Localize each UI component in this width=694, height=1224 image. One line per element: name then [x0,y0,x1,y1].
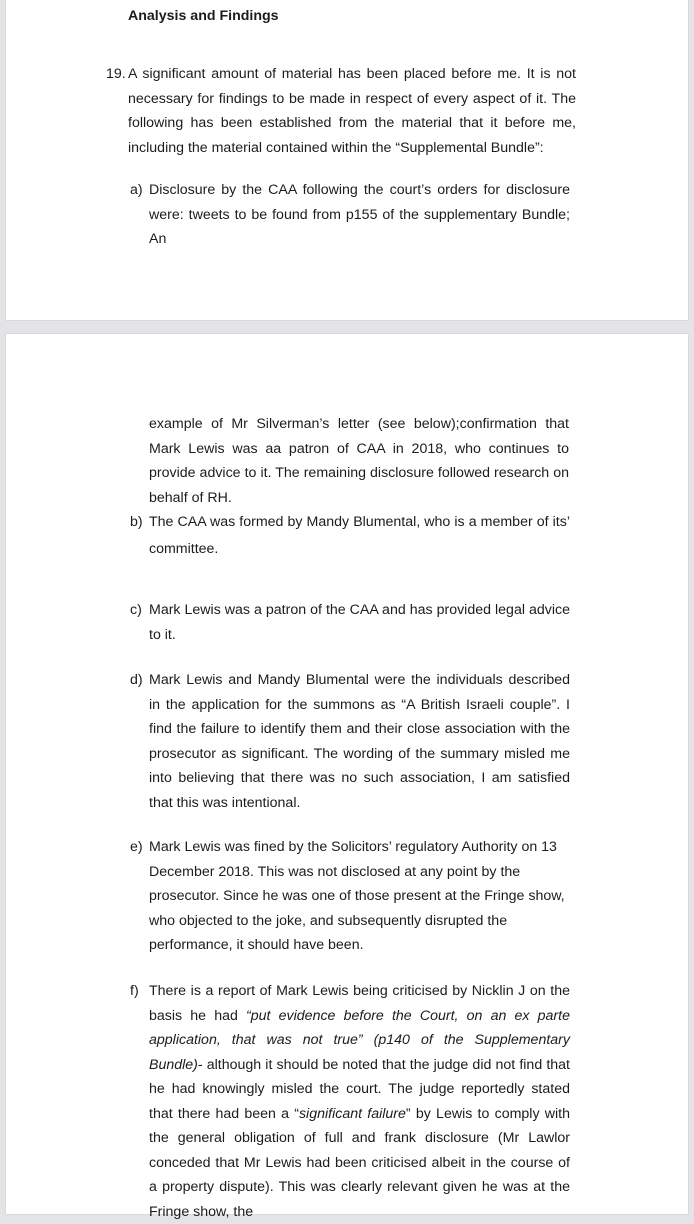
document-page-1 [6,0,688,320]
finding-a-continued: example of Mr Silverman’s letter (see below);confirmation that Mark Lewis was aa patron of CAA in 2018, who continues to provide advice to it. The remaining disclosure followed research on behalf of RH. [149,416,569,506]
document-page-2 [6,334,688,1220]
finding-f-reference: (p140 of the Supplementary Bundle) [149,1032,570,1073]
finding-d [130,668,570,815]
finding-e-line: who objected to the joke, and subsequently disrupted the [149,912,508,929]
finding-label: c) [130,602,142,618]
paragraph-text: A significant amount of material has been placed before me. It is not necessary for findings to be made in respect of every aspect of it. The following has been established from the material that it before me, including the material contained within the “Supplemental Bundle”: [128,66,576,156]
finding-f-quote: significant failure [298,1105,406,1122]
finding-a [130,178,570,252]
finding-label: f) [130,983,139,999]
finding-f-text: - although it should be noted that the judge did not find that he had knowingly misled the court. The judge reportedly stated that there had been a “ [149,1056,570,1122]
finding-text: The CAA was formed by Mandy Blumental, who is a member of its’ committee. [149,514,570,557]
finding-text: Mark Lewis was a patron of the CAA and has provided legal advice to it. [149,602,570,643]
paragraph-19 [106,62,576,160]
finding-e-line: December 2018. This was not disclosed at any point by the [149,863,521,880]
section-heading: Analysis and Findings [128,8,279,24]
paragraph-number: 19. [106,66,126,82]
finding-f-text: There is a report of Mark Lewis being criticised by Nicklin J on the basis he had [149,983,570,1024]
finding-e-line: performance, it should have been. [149,937,364,953]
finding-label: d) [130,672,143,688]
finding-f [130,979,570,1224]
finding-label: e) [130,839,143,855]
finding-e [130,835,570,958]
finding-text [149,835,570,958]
finding-text [149,979,570,1224]
finding-e-line: Mark Lewis was fined by the Solicitors’ regulatory Authority on 13 [149,839,557,855]
finding-c [130,598,570,647]
finding-text: Disclosure by the CAA following the court’s orders for disclosure were: tweets to be found from p155 of the supplementary Bundle; An [149,182,570,247]
finding-label: b) [130,514,143,530]
finding-b [130,509,570,563]
finding-f-quote: “put evidence before the Court, on an ex parte application, that was not true” [149,1007,570,1048]
finding-label: a) [130,182,143,198]
finding-text: Mark Lewis and Mandy Blumental were the individuals described in the application for the summons as “A British Israeli couple”. I find the failure to identify them and their close association with the prosecutor as significant. The wording of the summary misled me into believing that there was no such association, I am satisfied that this was intentional. [149,672,570,811]
finding-f-text: ” by Lewis to comply with the general obligation of full and frank disclosure (Mr Lawlor conceded that Mr Lewis had been criticised albeit in the course of a property dispute). This was clearly relevant given he was at the Fringe show, the [149,1105,570,1220]
finding-e-line: prosecutor. Since he was one of those present at the Fringe show, [149,888,565,904]
